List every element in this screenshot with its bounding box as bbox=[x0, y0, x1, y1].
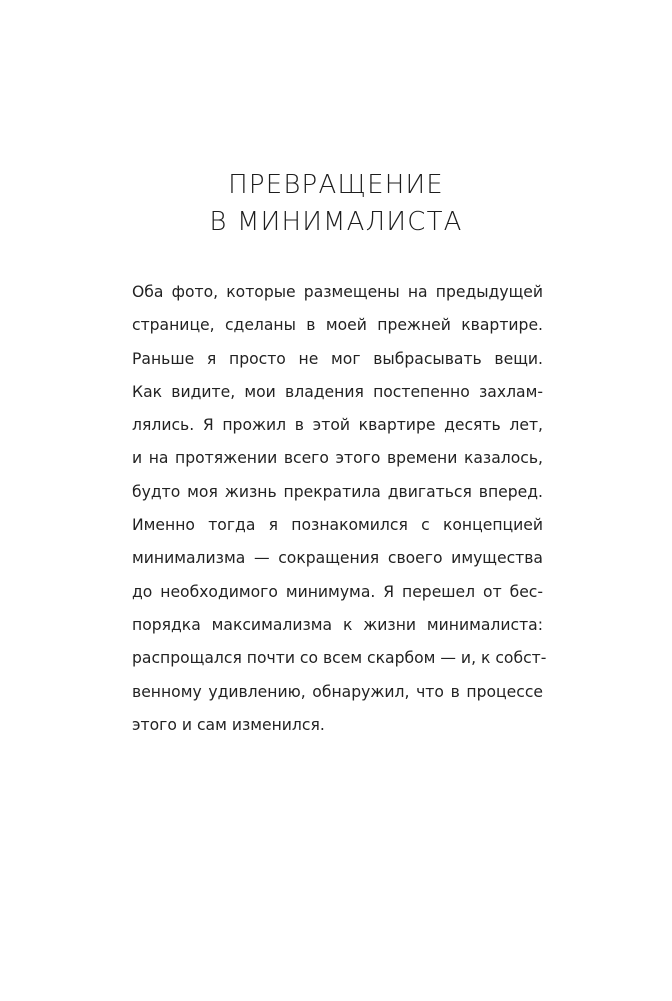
text-line: минимализма — сокращения своего имущества bbox=[132, 549, 543, 568]
chapter-title-line-2: В МИНИМАЛИСТА bbox=[209, 207, 463, 237]
text-line: порядка максимализма к жизни минималиста: bbox=[132, 615, 543, 634]
text-line: и на протяжении всего этого времени казалось, bbox=[132, 449, 543, 468]
text-line: будто моя жизнь прекратила двигаться вперед. bbox=[132, 482, 543, 501]
text-line: Оба фото, которые размещены на предыдущей bbox=[132, 283, 543, 301]
body-paragraph bbox=[132, 276, 547, 742]
chapter-title-line-1: ПРЕВРАЩЕНИЕ bbox=[228, 170, 444, 200]
text-line: этого и сам изменился. bbox=[132, 715, 325, 734]
text-line: лялись. Я прожил в этой квартире десять лет, bbox=[132, 416, 543, 435]
text-line: Раньше я просто не мог выбрасывать вещи. bbox=[132, 349, 543, 368]
text-line: венному удивлению, обнаружил, что в процессе bbox=[132, 682, 543, 701]
text-line: странице, сделаны в моей прежней квартире. bbox=[132, 316, 543, 335]
text-line: Именно тогда я познакомился с концепцией bbox=[132, 516, 543, 535]
text-line: до необходимого минимума. Я перешел от бес- bbox=[132, 582, 543, 601]
text-line: Как видите, мои владения постепенно захлам- bbox=[132, 382, 543, 401]
text-line: распрощался почти со всем скарбом — и, к собст- bbox=[132, 649, 547, 668]
